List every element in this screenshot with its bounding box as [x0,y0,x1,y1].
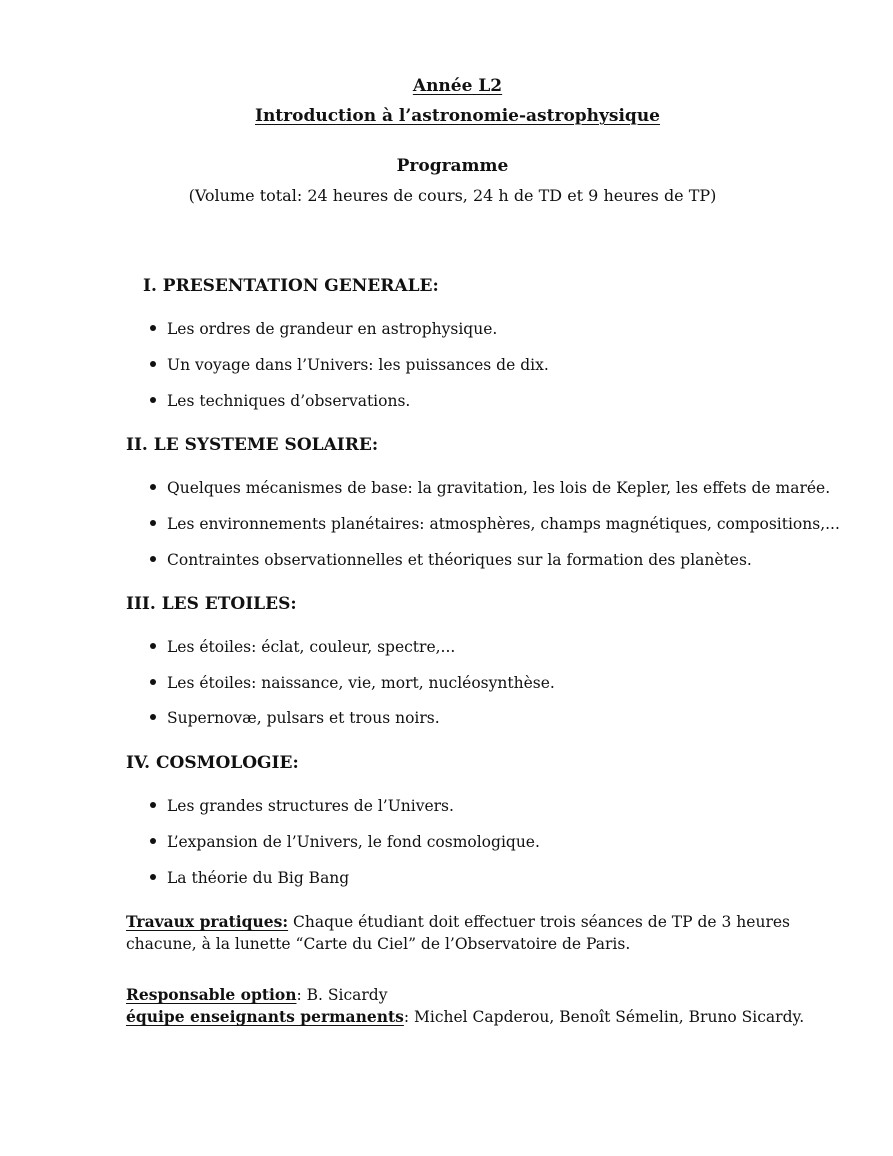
year-heading [0,76,893,96]
course-title-text: Introduction à l’astronomie-astrophysique [255,106,660,126]
list-item [150,674,555,692]
list-item [150,551,752,569]
list-item-text: La théorie du Big Bang [167,869,350,887]
list-item-text: L’expansion de l’Univers, le fond cosmologique. [167,833,540,851]
list-item [150,797,454,815]
tp-label: Travaux pratiques: [126,912,289,931]
bullet-icon [150,397,156,403]
list-item-text: Contraintes observationnelles et théoriques sur la formation des planètes. [167,551,752,569]
list-item-text: Les environnements planétaires: atmosphères, champs magnétiques, compositions,... [167,515,840,533]
tp-paragraph [126,911,796,955]
list-item [150,356,549,374]
equipe-label: équipe enseignants permanents [126,1007,404,1026]
list-item-text: Supernovæ, pulsars et trous noirs. [167,709,440,727]
bullet-icon [150,520,156,526]
bullet-icon [150,802,156,808]
responsable-line [126,984,796,1006]
bullet-icon [150,484,156,490]
responsable-value: : B. Sicardy [296,986,388,1004]
list-item [150,479,830,497]
section-title-1: I. PRESENTATION GENERALE: [143,276,439,296]
programme-heading: Programme [396,156,509,176]
course-title [0,106,893,126]
section-title-2: II. LE SYSTEME SOLAIRE: [126,435,379,455]
list-item [150,869,349,887]
bullet-icon [150,643,156,649]
volume-note: (Volume total: 24 heures de cours, 24 h de TD et 9 heures de TP) [188,186,717,205]
list-item [150,392,410,410]
bullet-icon [150,714,156,720]
bullet-icon [150,838,156,844]
section-title-4: IV. COSMOLOGIE: [126,753,299,773]
list-item [150,833,540,851]
list-item [150,515,840,533]
responsable-label: Responsable option [126,985,297,1004]
list-item [150,709,440,727]
section-title-3: III. LES ETOILES: [126,594,297,614]
bullet-icon [150,325,156,331]
list-item [150,320,497,338]
list-item-text: Les techniques d’observations. [167,392,411,410]
bullet-icon [150,874,156,880]
list-item [150,638,455,656]
bullet-icon [150,361,156,367]
year-heading-text: Année L2 [412,76,503,96]
list-item-text: Les étoiles: éclat, couleur, spectre,... [167,638,456,656]
list-item-text: Les grandes structures de l’Univers. [167,797,454,815]
list-item-text: Quelques mécanismes de base: la gravitation, les lois de Kepler, les effets de marée. [167,479,831,497]
tp-text: Chaque étudiant doit effectuer trois séances de TP de 3 heures chacune, à la lunette “Carte du Ciel” de l’Observatoire de Paris. [126,913,790,953]
list-item-text: Les étoiles: naissance, vie, mort, nucléosynthèse. [167,674,555,692]
bullet-icon [150,556,156,562]
equipe-line [126,1006,846,1028]
list-item-text: Un voyage dans l’Univers: les puissances de dix. [167,356,549,374]
bullet-icon [150,679,156,685]
list-item-text: Les ordres de grandeur en astrophysique. [167,320,498,338]
equipe-value: : Michel Capderou, Benoît Sémelin, Bruno Sicardy. [403,1008,805,1026]
